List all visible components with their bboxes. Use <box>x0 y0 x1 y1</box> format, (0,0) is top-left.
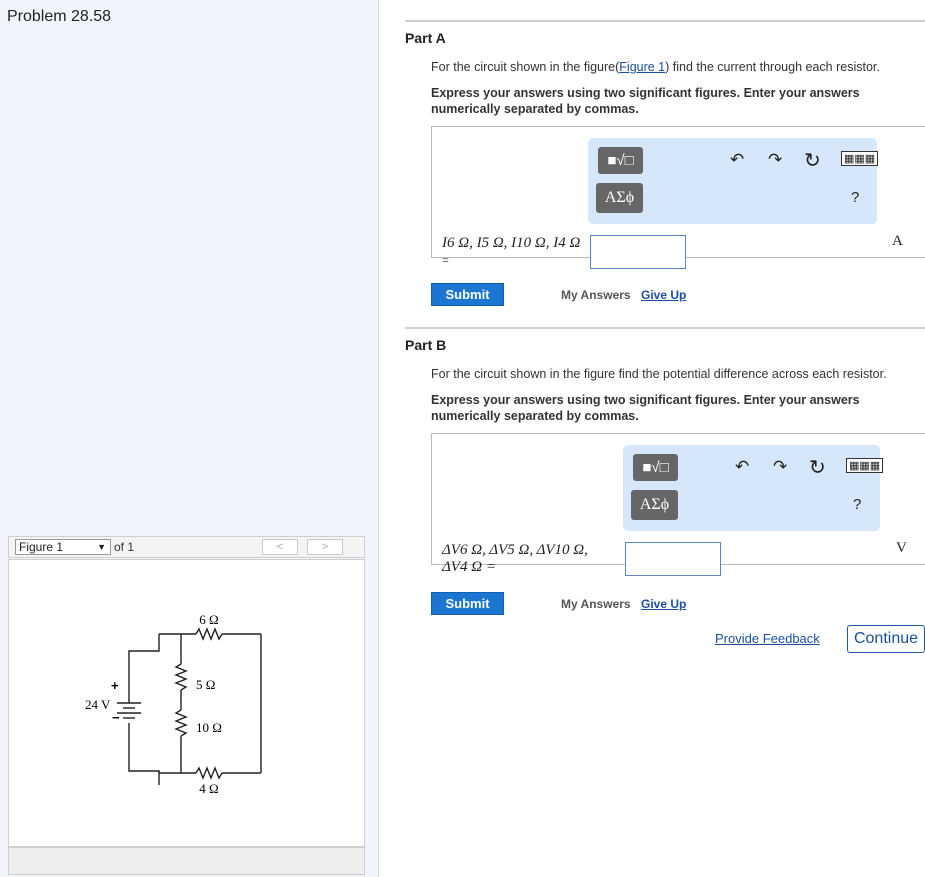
greek-symbols-button[interactable]: ΑΣϕ <box>596 183 643 213</box>
label-10-ohm: 10 Ω <box>196 720 222 735</box>
figure-select[interactable] <box>15 539 111 555</box>
part-b-submit-button[interactable]: Submit <box>431 592 504 615</box>
figure-footer <box>8 847 365 875</box>
problem-title: Problem 28.58 <box>7 8 112 25</box>
part-b-give-up-link[interactable]: Give Up <box>641 597 687 611</box>
battery-plus-sign: + <box>111 678 119 693</box>
part-a-my-answers[interactable]: My Answers <box>561 288 631 302</box>
prev-figure-button[interactable]: < <box>262 539 298 555</box>
label-6-ohm: 6 Ω <box>199 612 219 627</box>
equation-toolbar <box>588 138 877 224</box>
equals-sign: = <box>442 253 449 267</box>
figure-count: of 1 <box>114 540 135 554</box>
part-a-label: Part A <box>405 30 446 46</box>
battery-minus-sign: − <box>112 710 120 725</box>
part-b <box>405 327 925 612</box>
undo-icon[interactable]: ↶ <box>735 457 750 476</box>
label-4-ohm: 4 Ω <box>199 781 219 796</box>
part-a <box>405 20 925 325</box>
undo-icon[interactable]: ↶ <box>730 150 745 169</box>
part-b-instructions: Express your answers using two significant figures. Enter your answers numerically separated by commas. <box>431 393 860 423</box>
label-battery: 24 V <box>85 697 111 712</box>
resistor-4-ohm <box>196 768 222 778</box>
resistor-5-ohm <box>176 664 186 690</box>
continue-button[interactable]: Continue <box>847 625 925 653</box>
redo-icon[interactable]: ↷ <box>773 457 788 476</box>
problem-panel <box>0 0 379 877</box>
answer-variables: I6 Ω, I5 Ω, I10 Ω, I4 Ω <box>442 235 581 251</box>
provide-feedback-link[interactable]: Provide Feedback <box>715 631 820 646</box>
next-figure-button[interactable]: > <box>307 539 343 555</box>
redo-icon[interactable]: ↷ <box>768 150 783 169</box>
resistor-6-ohm <box>196 629 222 639</box>
figure-navigation <box>8 536 365 558</box>
question-text: For the circuit shown in the figure( <box>431 60 620 74</box>
templates-button[interactable]: ■√□ <box>598 147 643 174</box>
figure-1-link[interactable]: Figure 1 <box>619 60 666 74</box>
chevron-down-icon: ▼ <box>97 542 106 552</box>
resistor-10-ohm <box>176 710 186 736</box>
circuit-diagram <box>9 560 366 848</box>
part-b-my-answers[interactable]: My Answers <box>561 597 631 611</box>
part-b-answer-input[interactable] <box>625 542 721 576</box>
part-a-submit-button[interactable]: Submit <box>431 283 504 306</box>
help-button[interactable]: ? <box>853 496 862 513</box>
reset-icon[interactable]: ↻ <box>809 457 826 479</box>
part-a-instructions: Express your answers using two significant figures. Enter your answers numerically separated by commas. <box>431 86 860 116</box>
equation-toolbar <box>623 445 880 531</box>
keyboard-icon[interactable]: ▦▦▦ <box>846 458 883 473</box>
part-b-unit: V <box>896 540 907 556</box>
figure-panel <box>8 559 365 847</box>
part-a-question <box>431 60 880 74</box>
help-button[interactable]: ? <box>851 189 860 206</box>
part-b-answer-label <box>442 542 588 576</box>
answer-variables-line-2: ΔV4 Ω = <box>442 559 496 575</box>
keyboard-icon[interactable]: ▦▦▦ <box>841 151 878 166</box>
question-text: ) find the current through each resistor. <box>665 60 880 74</box>
part-b-question: For the circuit shown in the figure find the potential difference across each resistor. <box>431 367 887 381</box>
label-5-ohm: 5 Ω <box>196 677 216 692</box>
part-b-answer-box <box>431 433 925 575</box>
greek-symbols-button[interactable]: ΑΣϕ <box>631 490 678 520</box>
templates-button[interactable]: ■√□ <box>633 454 678 481</box>
reset-icon[interactable]: ↻ <box>804 150 821 172</box>
answer-variables-line-1: ΔV6 Ω, ΔV5 Ω, ΔV10 Ω, <box>442 542 588 558</box>
part-a-answer-label <box>442 235 580 269</box>
part-b-label: Part B <box>405 337 447 353</box>
part-a-give-up-link[interactable]: Give Up <box>641 288 687 302</box>
part-a-unit: A <box>892 233 903 249</box>
part-a-answer-box <box>431 126 925 267</box>
part-a-answer-input[interactable] <box>590 235 686 269</box>
figure-select-value: Figure 1 <box>19 540 64 554</box>
